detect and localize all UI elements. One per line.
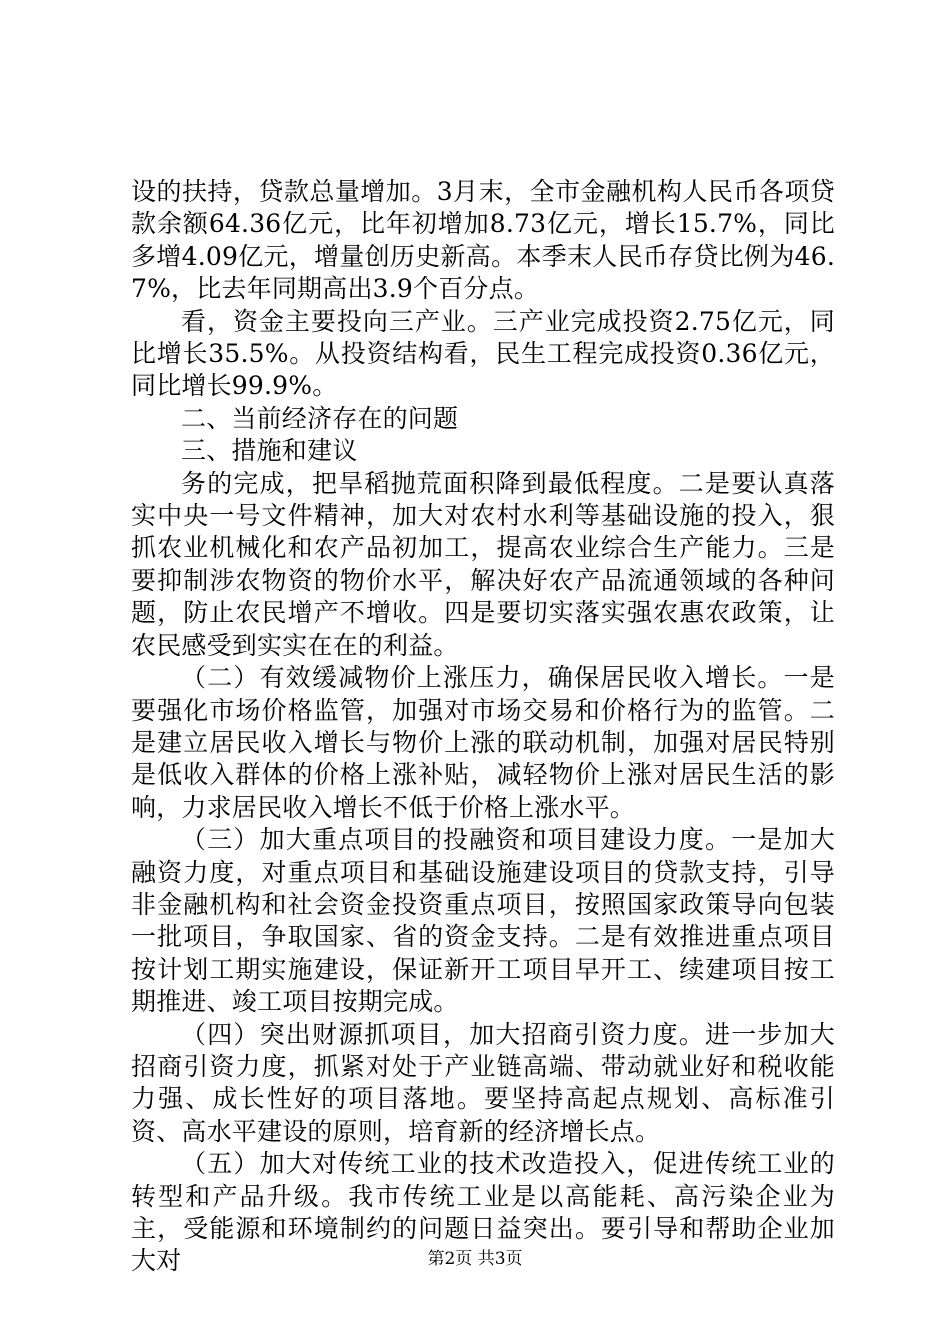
paragraph-8: （四）突出财源抓项目，加大招商引资力度。进一步加大招商引资力度，抓紧对处于产业链高端、带动就业好和税收能力强、成长性好的项目落地。要坚持高起点规划、高标准引资、高水平建设的原则，培育新的经济增长点。 [131,1019,835,1146]
paragraph-6: （二）有效缓减物价上涨压力，确保居民收入增长。一是要强化市场价格监管，加强对市场交易和价格行为的监管。二是建立居民收入增长与物价上涨的联动机制，加强对居民特别是低收入群体的价格上涨补贴，减轻物价上涨对居民生活的影响，力求居民收入增长不低于价格上涨水平。 [131,663,835,822]
paragraph-7: （三）加大重点项目的投融资和项目建设力度。一是加大融资力度，对重点项目和基础设施建设项目的贷款支持，引导非金融机构和社会资金投资重点项目，按照国家政策导向包装一批项目，争取国家、省的资金支持。二是有效推进重点项目按计划工期实施建设，保证新开工项目早开工、续建项目按工期推进、竣工项目按期完成。 [131,825,835,1017]
page-number-footer: 第2页 共3页 [427,1249,523,1269]
paragraph-1: 设的扶持，贷款总量增加。3月末，全市金融机构人民币各项贷款余额64.36亿元，比年初增加8.73亿元，增长15.7%，同比多增4.09亿元，增量创历史新高。本季末人民币存贷比例为46.7%，比去年同期高出3.9个百分点。 [131,177,835,304]
paragraph-5: 务的完成，把旱稻抛荒面积降到最低程度。二是要认真落实中央一号文件精神，加大对农村水利等基础设施的投入，狠抓农业机械化和农产品初加工，提高农业综合生产能力。三是要抑制涉农物资的物价水平，解决好农产品流通领域的各种问题，防止农民增产不增收。四是要切实落实强农惠农政策，让农民感受到实实在在的利益。 [131,468,835,660]
document-body [131,176,835,1278]
section-heading-measures: 三、措施和建议 [181,436,358,466]
paragraph-2: 看，资金主要投向三产业。三产业完成投资2.75亿元，同比增长35.5%。从投资结构看，民生工程完成投资0.36亿元，同比增长99.9%。 [131,306,835,401]
paragraph-9: （五）加大对传统工业的技术改造投入，促进传统工业的转型和产品升级。我市传统工业是以高能耗、高污染企业为主，受能源和环境制约的问题日益突出。要引导和帮助企业加大对 [131,1149,835,1276]
section-heading-problems: 二、当前经济存在的问题 [181,403,459,433]
